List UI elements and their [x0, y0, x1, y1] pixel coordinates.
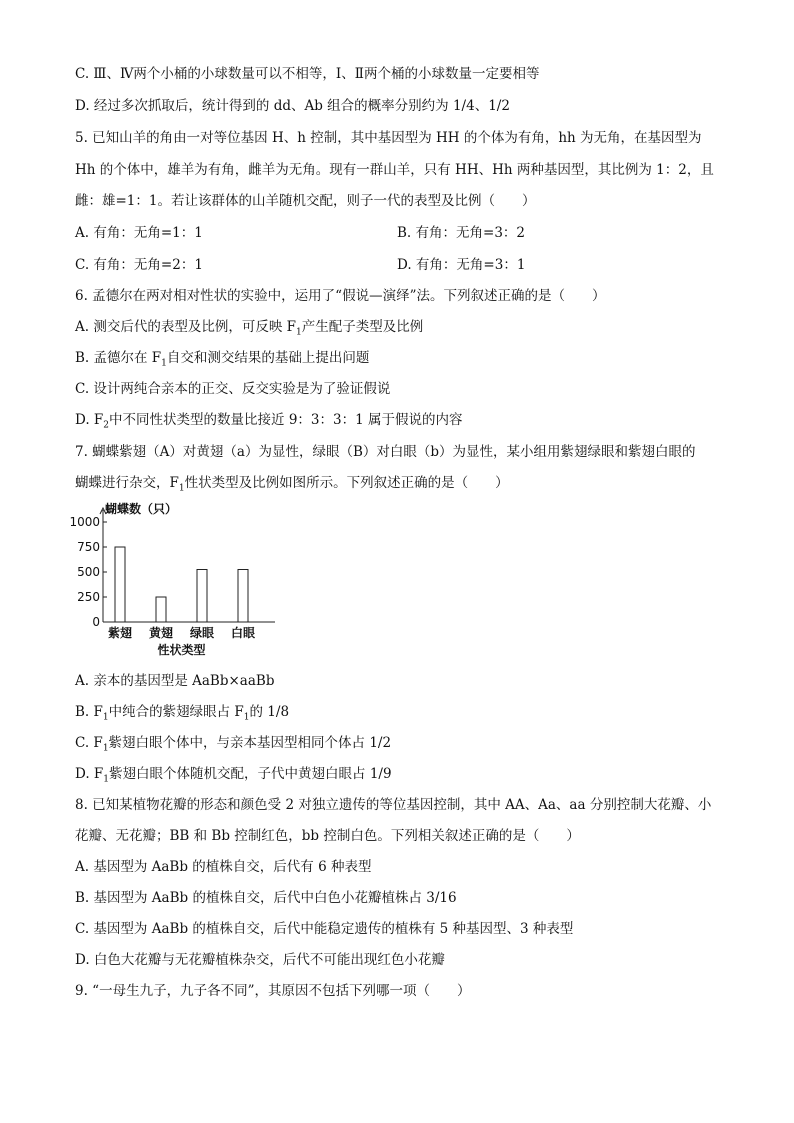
q9-stem: 9. “一母生九子，九子各不同”，其原因不包括下列哪一项（ ）: [75, 983, 471, 999]
bar-紫翅: [115, 547, 125, 622]
q6-option-d-text-2: 中不同性状类型的数量比接近 9：3：3：1 属于假说的内容: [109, 412, 463, 428]
q7-option-b-text-2: 中纯合的紫翅绿眼占 F: [108, 704, 244, 720]
y-tick-label: 250: [77, 590, 100, 604]
q7-stem-text-2: 性状类型及比例如图所示。下列叙述正确的是（ ）: [184, 475, 509, 491]
q7-stem-text: 蝴蝶进行杂交，F: [75, 475, 179, 491]
y-axis-label: 蝴蝶数（只）: [105, 502, 178, 516]
q6-option-a: [75, 318, 725, 336]
q7-option-a: A. 亲本的基因型是 AaBb×aaBb: [75, 673, 275, 689]
q6-stem: 6. 孟德尔在两对相对性状的实验中，运用了“假说—演绎”法。下列叙述正确的是（ ）: [75, 288, 606, 304]
butterfly-bar-chart: [69, 500, 295, 660]
q7-option-c-text: C. F: [75, 735, 103, 751]
q4-option-c: C. Ⅲ、Ⅳ两个小桶的小球数量可以不相等，Ⅰ、Ⅱ两个桶的小球数量一定要相等: [75, 66, 540, 82]
y-tick-label: 750: [77, 540, 100, 554]
q5-option-a: A. 有角：无角=1：1: [75, 225, 203, 241]
subscript: 1: [103, 774, 110, 785]
subscript: 1: [243, 712, 250, 723]
q7-option-d: [75, 765, 725, 783]
q7-option-c-text-2: 紫翅白眼个体中，与亲本基因型相同个体占 1/2: [108, 735, 392, 751]
x-tick-label: 紫翅: [107, 626, 133, 640]
q5-option-c: C. 有角：无角=2：1: [75, 257, 203, 273]
q5-option-d: D. 有角：无角=3：1: [397, 257, 526, 273]
q8-option-a: A. 基因型为 AaBb 的植株自交，后代有 6 种表型: [75, 859, 372, 875]
subscript: 1: [102, 743, 109, 754]
subscript: 1: [296, 327, 302, 338]
q7-option-b: [75, 703, 725, 721]
q8-option-c: C. 基因型为 AaBb 的植株自交，后代中能稳定遗传的植株有 5 种基因型、3 种表型: [75, 921, 574, 937]
bar-绿眼: [197, 570, 207, 623]
q4-option-d: D. 经过多次抓取后，统计得到的 dd、Ab 组合的概率分别约为 1/4、1/2: [75, 98, 510, 114]
q7-option-b-text-3: 的 1/8: [249, 704, 290, 720]
q7-option-b-text: B. F: [75, 704, 103, 720]
subscript: 2: [103, 420, 110, 431]
subscript: 1: [178, 483, 185, 494]
q6-option-b: [75, 349, 725, 367]
q8-option-b: B. 基因型为 AaBb 的植株自交，后代中白色小花瓣植株占 3/16: [75, 890, 457, 906]
q8-option-d: D. 白色大花瓣与无花瓣植株杂交，后代不可能出现红色小花瓣: [75, 952, 445, 968]
q6-option-d-text: D. F: [75, 412, 104, 428]
q6-option-b-text-2: 自交和测交结果的基础上提出问题: [166, 350, 370, 366]
q8-stem-line1: 8. 已知某植物花瓣的形态和颜色受 2 对独立遗传的等位基因控制，其中 AA、Aa、aa 分别控制大花瓣、小: [75, 797, 712, 813]
q8-stem-line2: 花瓣、无花瓣；BB 和 Bb 控制红色，bb 控制白色。下列相关叙述正确的是（ ）: [75, 828, 580, 844]
q5-stem-line3: 雌：雄=1：1。若让该群体的山羊随机交配，则子一代的表型及比例（ ）: [75, 193, 536, 209]
q5-option-b: B. 有角：无角=3：2: [397, 225, 525, 241]
bar-黄翅: [156, 597, 166, 622]
q7-option-d-text: D. F: [75, 766, 104, 782]
q6-option-d: [75, 411, 725, 429]
q7-stem-line2: [75, 474, 725, 492]
x-tick-label: 绿眼: [189, 626, 215, 640]
q7-stem-line1: 7. 蝴蝶紫翅（A）对黄翅（a）为显性，绿眼（B）对白眼（b）为显性，某小组用紫翅绿眼和紫翅白眼的: [75, 444, 696, 460]
q6-option-b-text: B. 孟德尔在 F: [75, 350, 162, 366]
y-tick-label: 500: [77, 565, 100, 579]
x-tick-label: 白眼: [230, 626, 256, 640]
q5-stem-line1: 5. 已知山羊的角由一对等位基因 H、h 控制，其中基因型为 HH 的个体为有角，hh 为无角，在基因型为: [75, 130, 702, 146]
q6-option-a-text: A. 测交后代的表型及比例，可反映 F: [75, 319, 296, 335]
q5-stem-line2: Hh 的个体中，雄羊为有角，雌羊为无角。现有一群山羊，只有 HH、Hh 两种基因型，其比例为 1：2，且: [75, 162, 714, 178]
q7-option-c: [75, 734, 725, 752]
subscript: 1: [102, 712, 109, 723]
bar-白眼: [238, 570, 248, 623]
q6-option-a-text-2: 产生配子类型及比例: [301, 319, 424, 335]
y-tick-label: 1000: [69, 515, 100, 529]
q7-option-d-text-2: 紫翅白眼个体随机交配，子代中黄翅白眼占 1/9: [109, 766, 392, 782]
x-axis-label: 性状类型: [157, 643, 206, 657]
y-tick-label: 0: [92, 615, 100, 629]
subscript: 1: [161, 358, 167, 369]
q6-option-c: C. 设计两纯合亲本的正交、反交实验是为了验证假说: [75, 381, 391, 397]
x-tick-label: 黄翅: [148, 626, 174, 640]
